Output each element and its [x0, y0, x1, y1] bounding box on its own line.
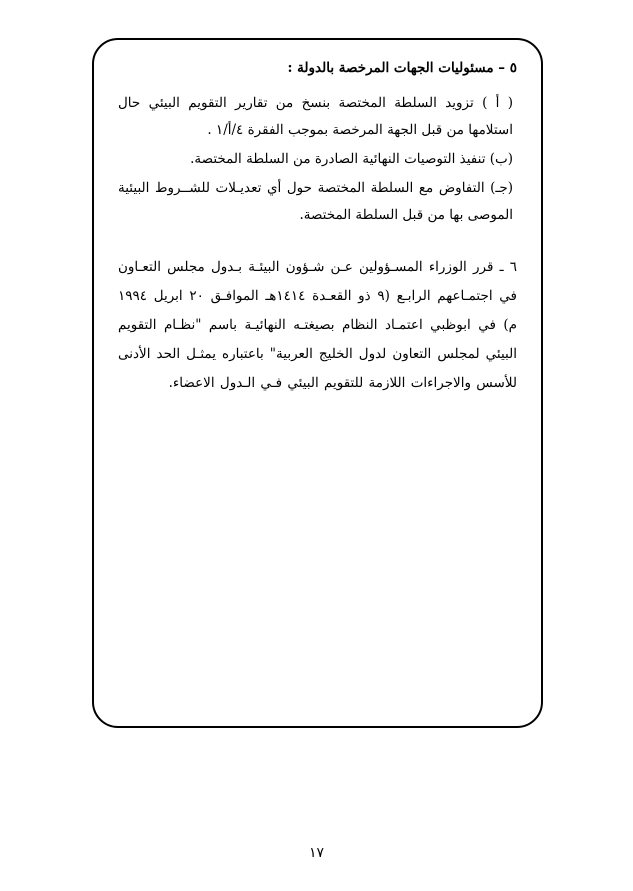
section-5-item-b: (ب) تنفيذ التوصيات النهائية الصادرة من السلطة المختصة.: [190, 150, 513, 167]
content-frame: [92, 38, 543, 728]
section-5-heading: ٥ – مسئوليات الجهات المرخصة بالدولة :: [287, 60, 517, 76]
section-5-item-a: ( أ ) تزويد السلطة المختصة بنسخ من تقارير التقويم البيئي حال استلامها من قبل الجهة المرخصة بموجب الفقرة ٤/أ/١ .: [118, 94, 513, 138]
document-body: [118, 58, 517, 402]
page-number: ١٧: [308, 845, 325, 861]
section-6: [118, 253, 517, 398]
section-6-paragraph: ٦ ـ قرر الوزراء المسـؤولين عـن شـؤون البيئـة بـدول مجلس التعـاون في اجتمـاعهم الرابـع (٩ ذو القعـدة ١٤١٤هـ الموافـق ٢٠ ابريل ١٩٩٤ م) في ابوظبي اعتمـاد النظام بصيغتـه النهائيـة باسم "نظـام التقويم البيئي لمجلس التعاون لدول الخليج العربية" باعتباره يمثـل الحد الأدنى للأسس والاجراءات اللازمة للتقويم البيئي فـي الـدول الاعضاء.: [118, 258, 517, 391]
section-spacer: [118, 233, 517, 253]
section-5-item-c: (جـ) التفاوض مع السلطة المختصة حول أي تعديـلات للشــروط البيئية الموصى بها من قبل السلطة المختصة.: [118, 179, 513, 223]
section-5: [118, 58, 517, 229]
